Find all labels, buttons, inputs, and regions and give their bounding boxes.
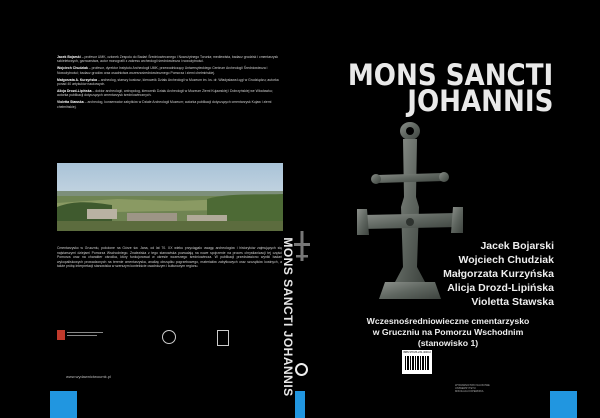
book-subtitle <box>343 316 553 349</box>
subtitle-line: w Gruczniu na Pomorzu Wschodnim <box>372 327 524 337</box>
author-name: Wojciech Chudziak <box>458 254 554 266</box>
logos-row <box>57 330 283 352</box>
isbn-text: ISBN 978-83-231-4000-0 <box>403 351 431 354</box>
landscape-photo <box>57 163 283 231</box>
bio-paragraph <box>57 66 282 75</box>
author-name: Jacek Bojarski <box>480 240 554 252</box>
bio-text: – profesor UMK, członek Zespołu do Badań Średniowiecznego i Nowożytnego Torunia; mediewista, badacz grodzisk i cmentarzysk szkieletowych, garncarstwa, autor monografii z zakresu archeologii średniowiecza i nowożytności. <box>57 55 279 64</box>
author-list <box>443 239 554 309</box>
bio-paragraph <box>57 78 282 87</box>
bio-paragraph <box>57 89 282 98</box>
barcode <box>402 350 432 374</box>
spine <box>283 0 320 418</box>
blue-tab-spine <box>295 391 305 418</box>
back-cover <box>0 0 283 418</box>
bio-name: Małgorzata A. Kurzyńska <box>57 77 98 82</box>
landscape-image <box>57 163 283 231</box>
spine-publisher-icon <box>295 363 308 376</box>
bio-paragraph <box>57 100 282 109</box>
author-name: Violetta Stawska <box>471 296 554 308</box>
publisher-line: WYDAWNICTWO NAUKOWE <box>455 384 490 387</box>
author-bios <box>0 55 283 112</box>
publisher-line: UNIWERSYTETU <box>455 387 476 391</box>
ministry-logo <box>57 330 105 344</box>
museum-logo <box>217 330 229 346</box>
spine-title-text: MONS SANCTI JOHANNIS <box>281 237 295 397</box>
subtitle-line: Wczesnośredniowieczne cmentarzysko <box>366 316 530 326</box>
bio-name: Wojciech Chudziak <box>57 66 88 71</box>
book-description: Cmentarzysko w Gruczniu, położone na Górze św. Jana, od lat 70. XX wieku przyciągało uwagę archeologów i historyków zajmujących się najstarszymi dziejami Pomorza Wschodniego. Znaleziska z tego stanowiska pozwalają na nowe spojrzenie na proces chrystianizacji tej części Pomorza oraz na charakter ośrodka, który funkcjonował w okresie wczesnego średniowiecza. W publikacji przedstawiono wyniki badań wykopaliskowych prowadzonych na terenie cmentarzyska, analizę obrządku pogrzebowego, materiałów zabytkowych oraz szczątków kostnych, a także próbę interpretacji stanowiska w szerszym kontekście osadniczym i kulturowym regionu. <box>57 246 282 269</box>
publisher-line: MIKOŁAJA KOPERNIKA <box>455 390 484 394</box>
book-title-line-1: MONS SANCTI <box>347 58 553 92</box>
bio-name: Violetta Stawska <box>57 100 84 105</box>
bio-text: – archeolog, starszy kustosz, kierownik Działu Archeologii w Muzeum im. ks. dr. Władysława Łęgi w Grudziądzu; autorka ponad 40 artykułów naukowych. <box>57 77 279 87</box>
spine-cross-icon <box>292 231 312 261</box>
university-seal-icon <box>162 330 176 344</box>
front-cover <box>320 0 600 418</box>
book-title-line-2: JOHANNIS <box>406 84 553 118</box>
author-name: Małgorzata Kurzyńska <box>443 268 554 280</box>
bio-name: Jacek Bojarski <box>57 55 81 59</box>
blue-tab-front <box>550 391 577 418</box>
bio-text: – doktor archeologii, antropolog, kierownik Działu Archeologii w Muzeum Ziemi Kujawskiej i Dobrzyńskiej we Włocławku; autorka publikacji dotyczących cmentarzysk średniowiecznych. <box>57 88 273 98</box>
bio-text: – profesor, dyrektor Instytutu Archeologii UMK, przewodniczący Uniwersyteckiego Centrum Archeologii Średniowiecza i Nowożytności; badacz grodów oraz osadnictwa wczesnośredniowiecznego Pomorza i ziemi chełmińskiej. <box>57 66 268 75</box>
bio-paragraph <box>57 55 282 64</box>
subtitle-line: (stanowisko 1) <box>417 338 479 348</box>
publisher-url: www.wydawnictwoumk.pl <box>66 374 111 379</box>
bio-text: – archeolog, konserwator zabytków w Dziale Archeologii Muzeum; autorka publikacji dotyczących cmentarzysk Kujaw i ziemi chełmińskiej. <box>57 100 272 109</box>
spine-title <box>273 237 303 397</box>
publisher-imprint <box>455 384 490 394</box>
author-name: Alicja Drozd-Lipińska <box>447 282 554 294</box>
blue-tab-back <box>50 391 77 418</box>
bio-name: Alicja Drozd-Lipińska <box>57 88 92 93</box>
